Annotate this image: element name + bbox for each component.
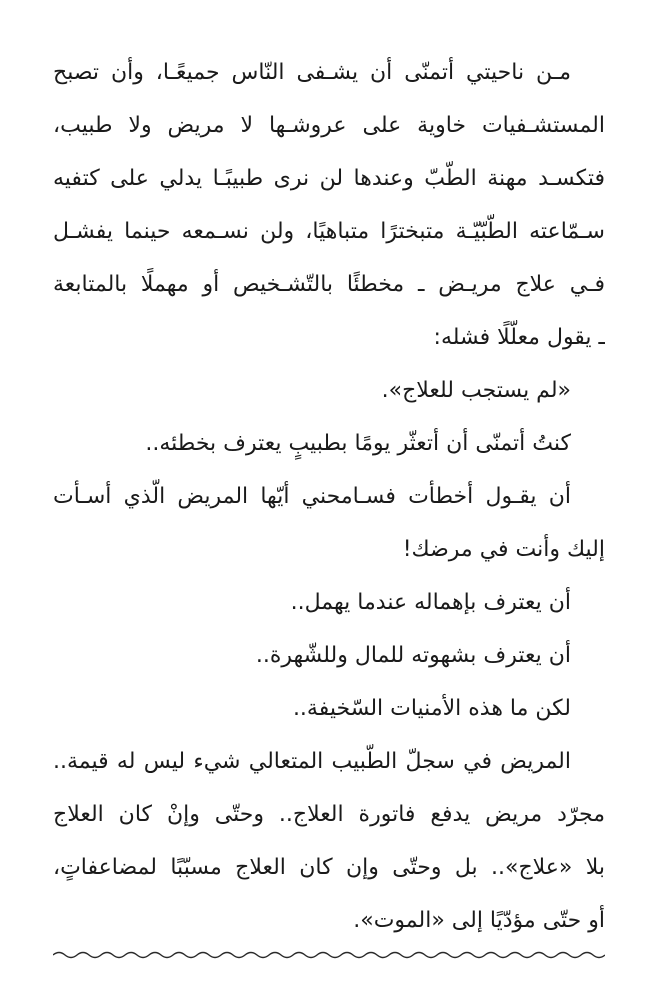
text-line: أن يعترف بشهوته للمال وللشّهرة.. — [255, 643, 571, 668]
text-line: مجرّد مريض يدفع فاتورة العلاج.. وحتّى وإنْ كان العلاج — [53, 802, 605, 827]
text-line: أو حتّى مؤدّيًا إلى «الموت». — [353, 908, 605, 933]
quote-line: «لم يستجب للعلاج». — [381, 378, 571, 403]
page-body — [53, 46, 605, 947]
text-line: فـي علاج مريـض ـ مخطئًا بالتّشـخيص أو مهملًا بالمتابعة — [53, 272, 605, 297]
wavy-divider — [53, 948, 605, 962]
text-line: أن يعترف بإهماله عندما يهمل.. — [290, 590, 571, 615]
text-line: المريض في سجلّ الطّبيب المتعالي شيء ليس له قيمة.. — [53, 749, 571, 774]
text-line: سـمّاعته الطّبّيّـة متبخترًا متباهيًا، ولن نسـمعه حينما يفشـل — [53, 219, 605, 244]
text-line: مـن ناحيتي أتمنّى أن يشـفى النّاس جميعًـا، وأن تصبح — [53, 60, 571, 85]
text-line: ـ يقول معلّلًا فشله: — [433, 325, 605, 350]
text-line: إليك وأنت في مرضك! — [402, 537, 605, 562]
text-line: أن يقـول أخطأت فسـامحني أيّها المريض الّذي أسـأت — [53, 484, 571, 509]
text-line: كنتُ أتمنّى أن أتعثّر يومًا بطبيبٍ يعترف بخطئه.. — [145, 431, 571, 456]
text-line: لكن ما هذه الأمنيات السّخيفة.. — [292, 696, 571, 721]
text-line: فتكسـد مهنة الطّبّ وعندها لن نرى طبيبًـا يدلي على كتفيه — [53, 166, 605, 191]
text-line: بلا «علاج».. بل وحتّى وإن كان العلاج مسبّبًا لمضاعفاتٍ، — [53, 855, 605, 880]
text-line: المستشـفيات خاوية على عروشـها لا مريض ولا طبيب، — [53, 113, 605, 138]
